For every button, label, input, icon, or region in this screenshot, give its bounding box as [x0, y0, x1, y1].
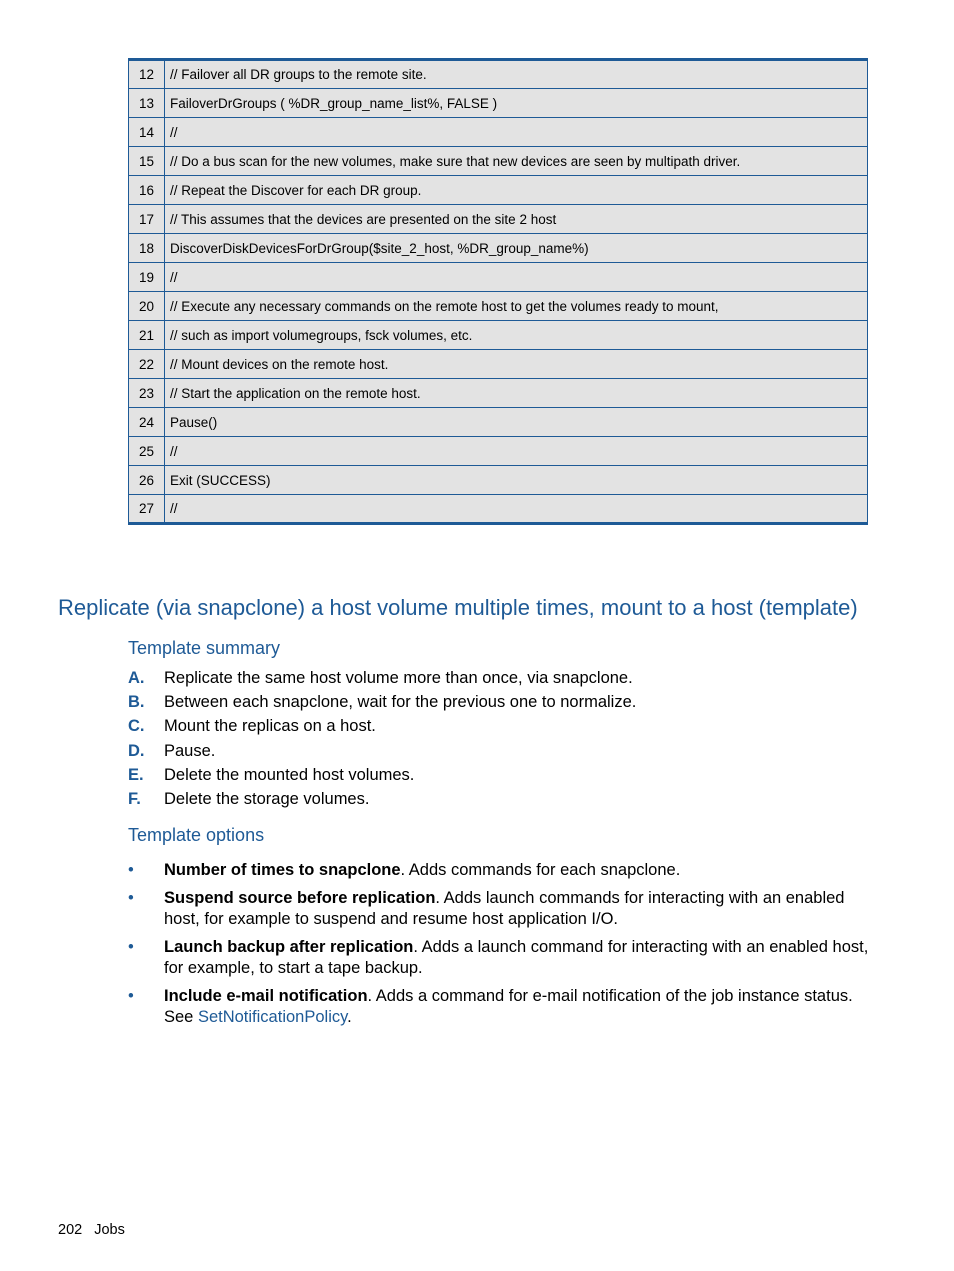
summary-item-text: Delete the storage volumes. — [164, 789, 370, 808]
bullet-icon: • — [128, 987, 134, 1005]
line-number: 23 — [129, 379, 165, 408]
line-number: 15 — [129, 147, 165, 176]
option-item — [128, 937, 873, 979]
section-title: Replicate (via snapclone) a host volume multiple times, mount to a host (template) — [58, 595, 858, 620]
code-line: // Mount devices on the remote host. — [165, 350, 868, 379]
template-summary-heading: Template summary — [128, 638, 281, 658]
code-row — [129, 60, 868, 89]
code-line: // Failover all DR groups to the remote site. — [165, 60, 868, 89]
code-line: // This assumes that the devices are presented on the site 2 host — [165, 205, 868, 234]
option-term: Launch backup after replication — [164, 938, 414, 956]
set-notification-policy-link[interactable]: SetNotificationPolicy — [197, 1008, 348, 1026]
code-row — [129, 495, 868, 524]
summary-item — [128, 763, 636, 787]
code-row — [129, 466, 868, 495]
code-row — [129, 118, 868, 147]
summary-item-text: Replicate the same host volume more than once, via snapclone. — [164, 669, 633, 687]
line-number: 16 — [129, 176, 165, 205]
option-item — [128, 860, 873, 881]
summary-item-marker: D. — [128, 741, 145, 760]
code-row — [129, 176, 868, 205]
bullet-icon: • — [128, 889, 134, 907]
footer-section: Jobs — [94, 1222, 125, 1238]
code-row — [129, 263, 868, 292]
code-line: Pause() — [165, 408, 868, 437]
code-line: // — [165, 263, 868, 292]
code-row — [129, 350, 868, 379]
line-number: 22 — [129, 350, 165, 379]
line-number: 21 — [129, 321, 165, 350]
bullet-icon: • — [128, 861, 134, 879]
line-number: 12 — [129, 60, 165, 89]
line-number: 27 — [129, 495, 165, 524]
code-line: // Start the application on the remote host. — [165, 379, 868, 408]
code-row — [129, 379, 868, 408]
line-number: 13 — [129, 89, 165, 118]
option-description: . Adds commands for each snapclone. — [400, 861, 681, 879]
summary-item-marker: A. — [128, 669, 145, 687]
code-row — [129, 89, 868, 118]
code-line: DiscoverDiskDevicesForDrGroup($site_2_host, %DR_group_name%) — [165, 234, 868, 263]
option-term: Number of times to snapclone — [164, 861, 401, 879]
code-line: // Do a bus scan for the new volumes, make sure that new devices are seen by multipath driver. — [165, 147, 868, 176]
option-term: Include e-mail notification — [164, 987, 368, 1005]
code-row — [129, 437, 868, 466]
summary-item-text: Mount the replicas on a host. — [164, 717, 376, 736]
page-footer — [58, 1222, 125, 1238]
summary-item — [128, 690, 636, 714]
code-line: // Repeat the Discover for each DR group. — [165, 176, 868, 205]
summary-item-marker: C. — [128, 717, 145, 736]
line-number: 24 — [129, 408, 165, 437]
code-row — [129, 147, 868, 176]
summary-item — [128, 787, 636, 811]
summary-item — [128, 714, 636, 738]
option-description: . Adds a command for e-mail notification of the job instance status. See — [164, 987, 853, 1026]
summary-item-marker: B. — [128, 693, 145, 712]
option-description: . Adds launch commands for interacting with an enabled host, for example to suspend and resume host application I/O. — [164, 889, 845, 928]
option-description-end: . — [347, 1008, 352, 1026]
summary-item-text: Delete the mounted host volumes. — [164, 765, 415, 784]
line-number: 17 — [129, 205, 165, 234]
summary-item — [128, 739, 636, 763]
bullet-icon: • — [128, 938, 134, 956]
code-listing-table — [128, 58, 868, 525]
summary-item-text: Pause. — [164, 741, 216, 760]
template-options-list — [128, 860, 873, 1035]
line-number: 19 — [129, 263, 165, 292]
summary-item-marker: E. — [128, 765, 144, 784]
code-line: // — [165, 118, 868, 147]
summary-item — [128, 666, 636, 690]
code-line: // — [165, 437, 868, 466]
page-number: 202 — [58, 1222, 83, 1238]
code-row — [129, 234, 868, 263]
line-number: 18 — [129, 234, 165, 263]
code-row — [129, 408, 868, 437]
template-options-heading: Template options — [128, 825, 265, 845]
code-line: // Execute any necessary commands on the remote host to get the volumes ready to mount, — [165, 292, 868, 321]
code-line: // — [165, 495, 868, 524]
option-description: . Adds a launch command for interacting with an enabled host, for example, to start a tape backup. — [164, 938, 869, 977]
line-number: 26 — [129, 466, 165, 495]
code-row — [129, 292, 868, 321]
code-line: // such as import volumegroups, fsck volumes, etc. — [165, 321, 868, 350]
code-line: Exit (SUCCESS) — [165, 466, 868, 495]
summary-item-marker: F. — [128, 789, 141, 808]
line-number: 25 — [129, 437, 165, 466]
code-row — [129, 321, 868, 350]
code-line: FailoverDrGroups ( %DR_group_name_list%, FALSE ) — [165, 89, 868, 118]
summary-item-text: Between each snapclone, wait for the previous one to normalize. — [164, 693, 637, 712]
code-row — [129, 205, 868, 234]
option-item — [128, 888, 873, 930]
line-number: 20 — [129, 292, 165, 321]
option-term: Suspend source before replication — [164, 889, 436, 907]
line-number: 14 — [129, 118, 165, 147]
template-summary-list — [128, 666, 636, 811]
option-item — [128, 986, 873, 1028]
